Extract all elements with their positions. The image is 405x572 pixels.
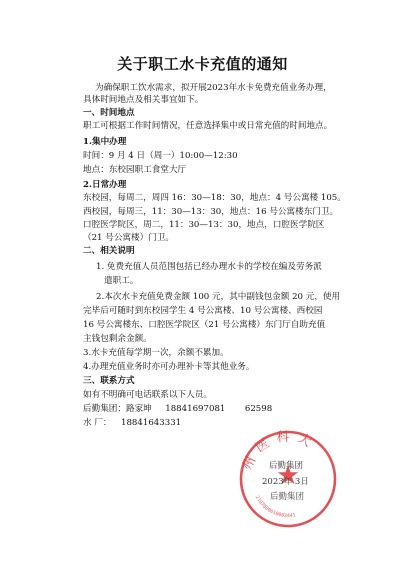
daily-line-3: 口腔医学院区，周二，11：30—13：30，地点，口腔医学院区: [83, 220, 325, 230]
central-time: 时间：9 月 4 日（周一）10:00—12:30: [83, 151, 238, 161]
contact-org: 水 厂：: [83, 418, 112, 428]
contact-note: 如有不明确可电话联系以下人员。: [83, 390, 212, 400]
seal-ring-text: 州医科大: [239, 429, 320, 473]
subsection-heading-daily: 2.日常办理: [83, 180, 127, 190]
section-text: 职工可根据工作时间情况，任意选择集中或日常充值的时间地点。: [83, 121, 333, 131]
section-heading-notes: 二、相关说明: [83, 246, 135, 256]
intro-line-2: 具体时间地点及相关事宜如下。: [83, 95, 204, 105]
daily-line-1: 东校园，每周二，周四 16：30—18：30，地点：4 号公寓楼 105。: [83, 193, 346, 203]
contact-phone: 18841697081: [165, 404, 226, 414]
note-1-line-1: 1. 免费充值人员范围包括已经办理水卡的学校在编及劳务派: [96, 262, 322, 272]
note-2-line-3: 16 号公寓楼东、口腔医学院区（21 号公寓楼）东门厅自助充值: [83, 320, 326, 330]
page-title: 关于职工水卡充值的通知: [117, 55, 288, 73]
official-seal: [236, 427, 340, 531]
note-2-line-1: 2.本次水卡充值免费金额 100 元，其中副钱包金额 20 元，使用: [96, 292, 341, 302]
seal-serial: 2107000010003441: [253, 494, 297, 520]
seal-center-text: 后勤集团: [269, 461, 304, 471]
seal-date-text: 2023年 3日: [262, 477, 309, 487]
contact-phone: 18841643331: [120, 418, 182, 428]
note-2-line-4: 主钱包剩余金额。: [83, 334, 152, 344]
note-3: 3.水卡充值每学期一次，余额不累加。: [83, 348, 229, 358]
section-heading-time-place: 一、时间地点: [83, 108, 135, 118]
contact-row: [83, 404, 272, 415]
section-heading-contact: 三、联系方式: [83, 376, 135, 386]
note-1-line-2: 遣职工。: [104, 276, 139, 286]
subsection-heading-central: 1.集中办理: [83, 137, 127, 147]
contact-org: 后勤集团：路家坤: [83, 404, 152, 414]
seal-bottom-text: 后勤集团: [270, 492, 305, 502]
central-place: 地点：东校园职工食堂大厅: [83, 165, 187, 175]
contact-ext: 62598: [244, 404, 273, 414]
daily-line-2: 西校园，每周三，11：30—13：30，地点：16 号公寓楼东门卫。: [83, 207, 339, 217]
note-4: 4.办理充值业务时亦可办理补卡等其他业务。: [83, 362, 255, 372]
note-2-line-2: 完毕后可随时到东校园学生 4 号公寓楼、10 号公寓楼、西校园: [83, 306, 323, 316]
contact-row: [83, 418, 181, 429]
daily-line-4: （21 号公寓楼）门卫。: [83, 233, 175, 243]
intro-line-1: 为确保职工饮水需求，拟开展2023年水卡免费充值业务办理，: [95, 83, 332, 93]
